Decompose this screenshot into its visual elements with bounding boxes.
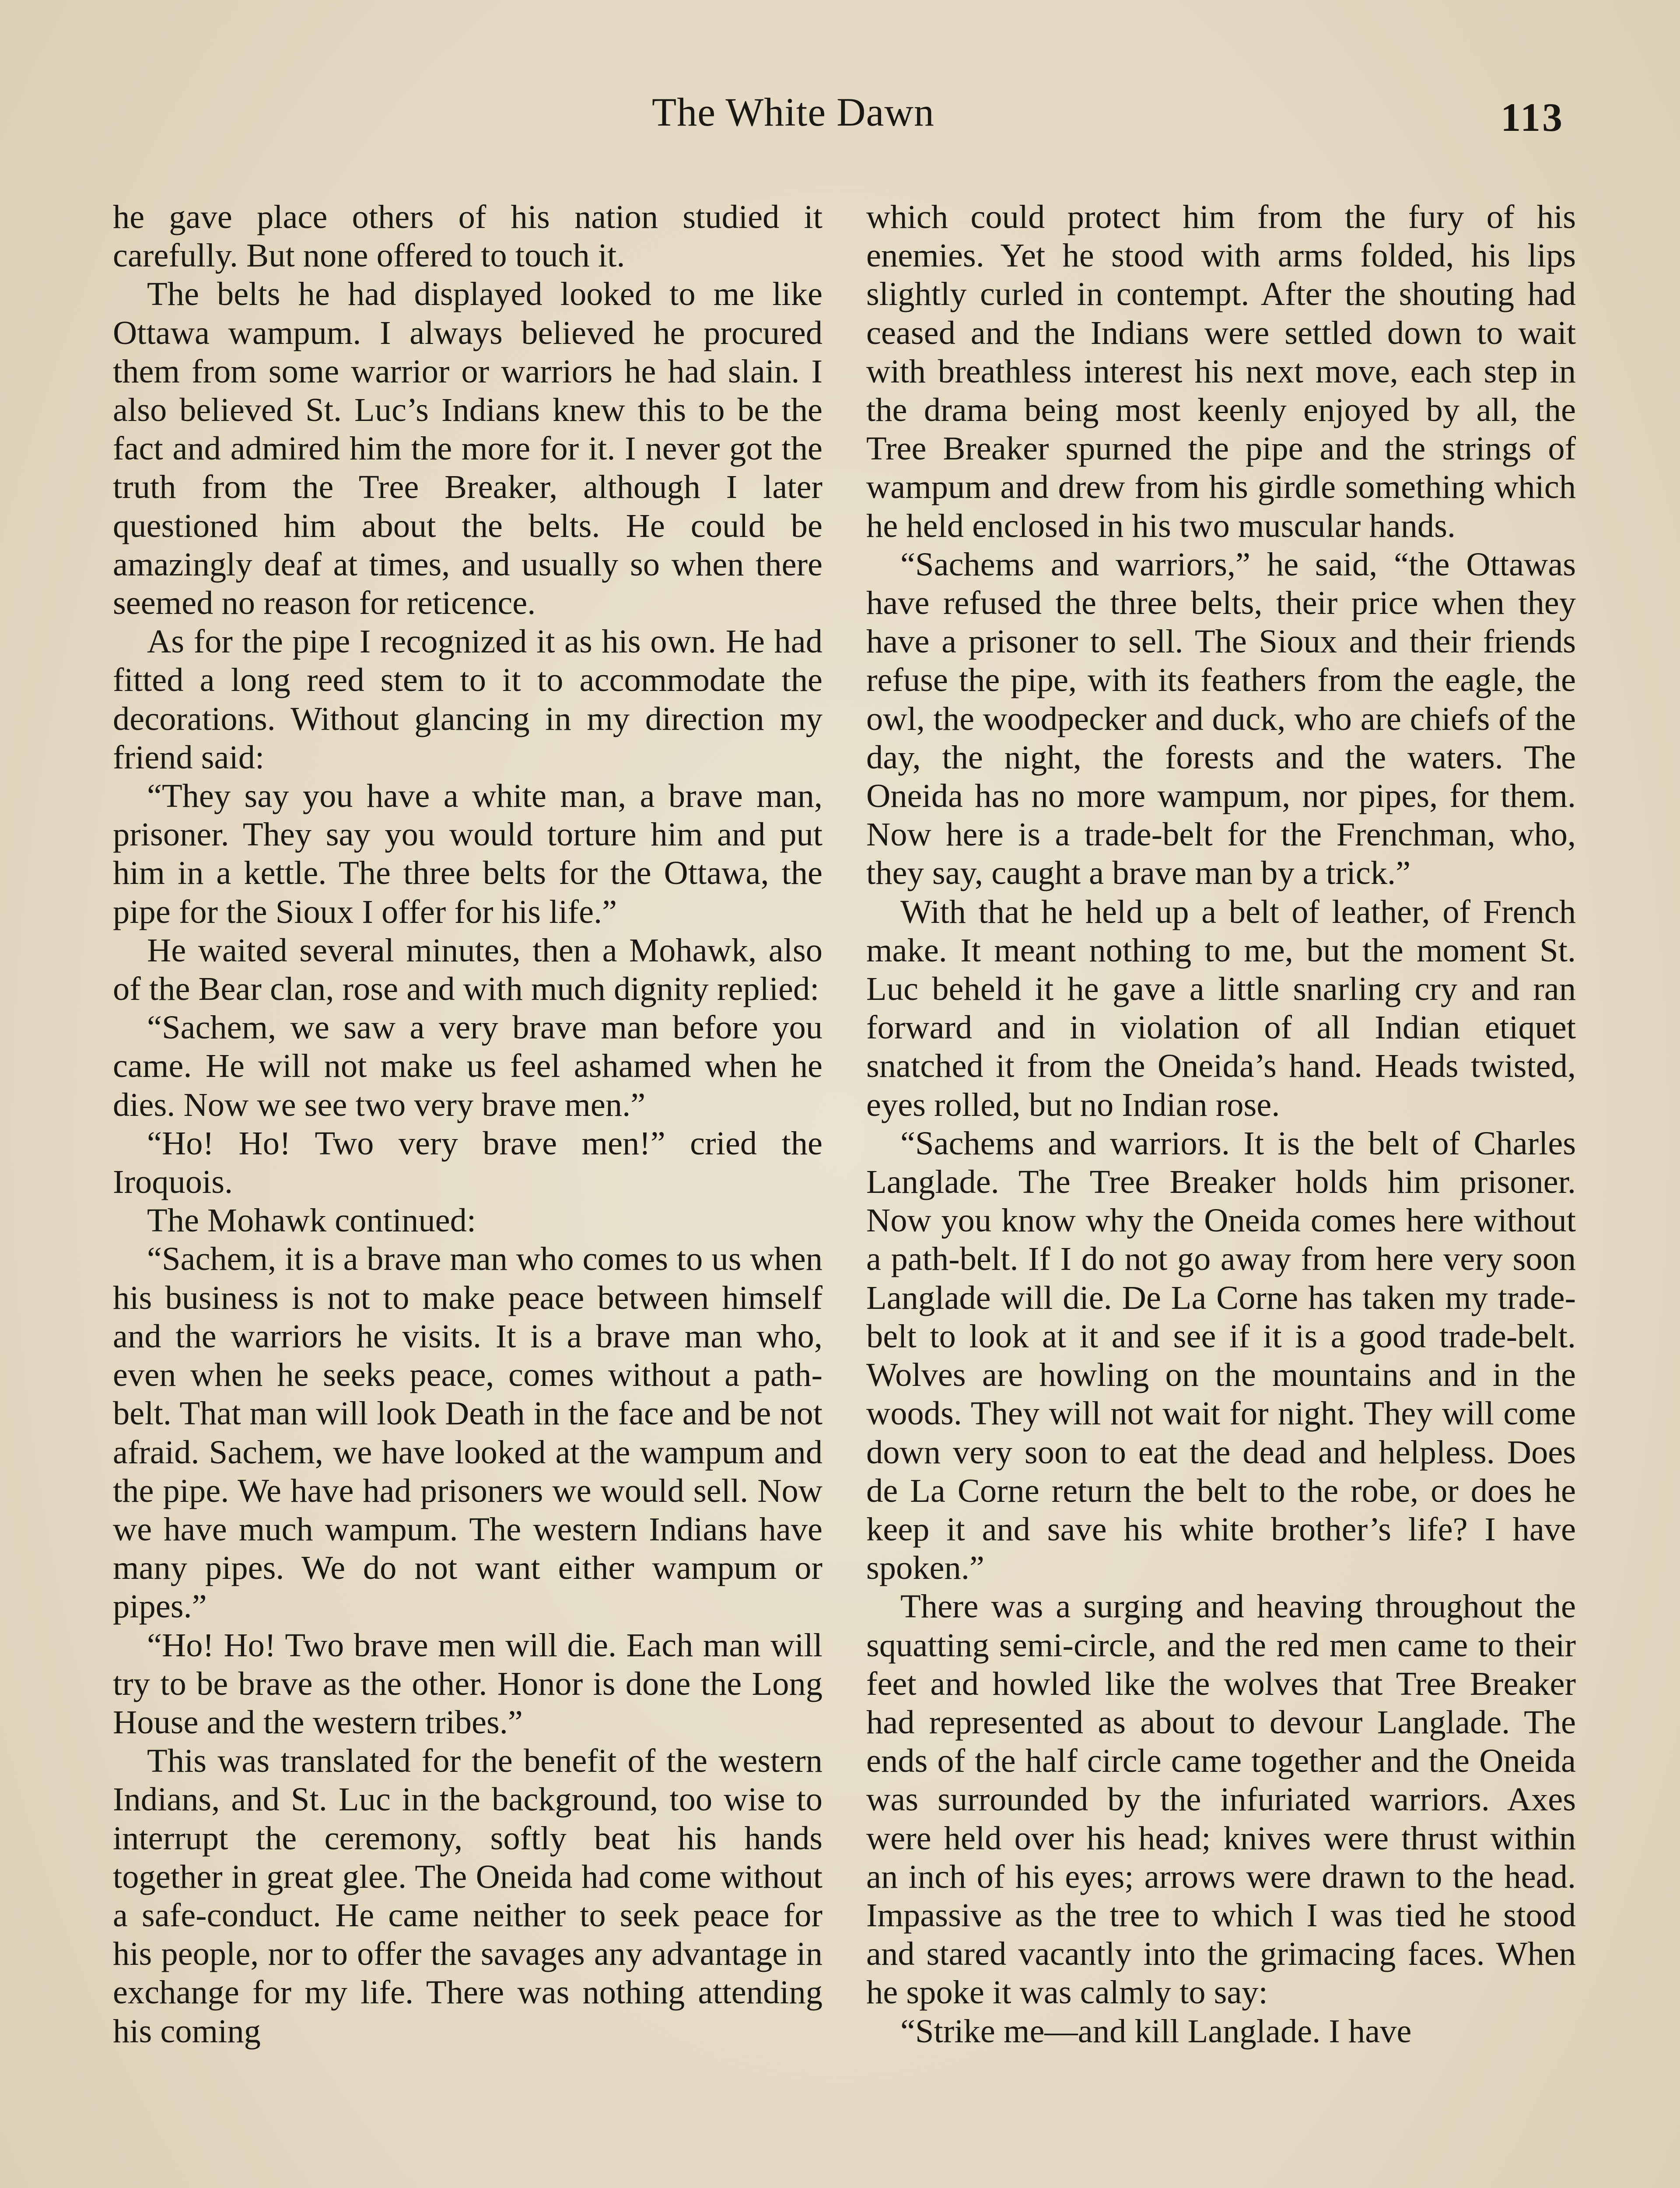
paragraph: He waited several minutes, then a Mohawk, also of the Bear clan, rose and with much dignity replied:	[113, 931, 822, 1008]
paragraph: “Ho! Ho! Two brave men will die. Each man will try to be brave as the other. Honor is done the Long House and the western tribes.”	[113, 1626, 822, 1741]
paragraph: As for the pipe I recognized it as his own. He had fitted a long reed stem to it to accommodate the decorations. Without glancing in my direction my friend said:	[113, 623, 822, 776]
paragraph: There was a surging and heaving throughout the squatting semi-circle, and the red men came to their feet and howled like the wolves that Tree Breaker had represented as about to devour Langlade. The ends of the half circle came together and the Oneida was surrounded by the infuriated warriors. Axes were held over his head; knives were thrust within an inch of his eyes; arrows were drawn to the head. Impassive as the tree to which I was tied he stood and stared vacantly into the grimacing faces. When he spoke it was calmly to say:	[866, 1588, 1576, 2011]
paragraph: “Sachem, it is a brave man who comes to us when his business is not to make peace between himself and the warriors he visits. It is a brave man who, even when he seeks peace, comes without a path-belt. That man will look Death in the face and be not afraid. Sachem, we have looked at the wampum and the pipe. We have had prisoners we would sell. Now we have much wampum. The western Indians have many pipes. We do not want either wampum or pipes.”	[113, 1240, 822, 1625]
paragraph: This was translated for the benefit of the western Indians, and St. Luc in the background, too wise to interrupt the ceremony, softly beat his hands together in great glee. The Oneida had come without a safe-conduct. He came neither to seek peace for his people, nor to offer the savages any advantage in exchange for my life. There was nothing attending his coming	[113, 1742, 822, 2050]
page-number: 113	[1501, 95, 1564, 140]
paragraph: “Sachems and warriors. It is the belt of Charles Langlade. The Tree Breaker holds him prisoner. Now you know why the Oneida comes here without a path-belt. If I do not go away from here very soon Langlade will die. De La Corne has taken my trade-belt to look at it and see if it is a good trade-belt. Wolves are howling on the mountains and in the woods. They will not wait for night. They will come down very soon to eat the dead and helpless. Does de La Corne return the belt to the robe, or does he keep it and save his white brother’s life? I have spoken.”	[866, 1124, 1576, 1587]
paragraph: “Strike me—and kill Langlade. I have	[900, 2012, 1412, 2050]
running-title: The White Dawn	[652, 90, 934, 134]
paragraph: With that he held up a belt of leather, of French make. It meant nothing to me, but the moment St. Luc beheld it he gave a little snarling cry and ran forward and in violation of all Indian etiquet snatched it from the Oneida’s hand. Heads twisted, eyes rolled, but no Indian rose.	[866, 893, 1576, 1123]
paragraph: “Sachem, we saw a very brave man before you came. He will not make us feel ashamed when he dies. Now we see two very brave men.”	[113, 1009, 822, 1123]
right-text-column	[866, 198, 1576, 2051]
paragraph: The Mohawk continued:	[147, 1202, 476, 1239]
paragraph: he gave place others of his nation studied it carefully. But none offered to touch it.	[113, 198, 822, 274]
paragraph: “Ho! Ho! Two very brave men!” cried the Iroquois.	[113, 1124, 822, 1201]
paragraph: “Sachems and warriors,” he said, “the Ottawas have refused the three belts, their price when they have a prisoner to sell. The Sioux and their friends refuse the pipe, with its feathers from the eagle, the owl, the woodpecker and duck, who are chiefs of the day, the night, the forests and the waters. The Oneida has no more wampum, nor pipes, for them. Now here is a trade-belt for the Frenchman, who, they say, caught a brave man by a trick.”	[866, 545, 1576, 892]
paragraph: The belts he had displayed looked to me like Ottawa wampum. I always believed he procured them from some warrior or warriors he had slain. I also believed St. Luc’s Indians knew this to be the fact and admired him the more for it. I never got the truth from the Tree Breaker, although I later questioned him about the belts. He could be amazingly deaf at times, and usually so when there seemed no reason for reticence.	[113, 275, 822, 622]
paragraph: “They say you have a white man, a brave man, prisoner. They say you would torture him and put him in a kettle. The three belts for the Ottawa, the pipe for the Sioux I offer for his life.”	[113, 777, 822, 930]
left-text-column	[113, 198, 822, 2051]
paragraph: which could protect him from the fury of his enemies. Yet he stood with arms folded, his lips slightly curled in contempt. After the shouting had ceased and the Indians were settled down to wait with breathless interest his next move, each step in the drama being most keenly enjoyed by all, the Tree Breaker spurned the pipe and the strings of wampum and drew from his girdle something which he held enclosed in his two muscular hands.	[866, 198, 1576, 544]
